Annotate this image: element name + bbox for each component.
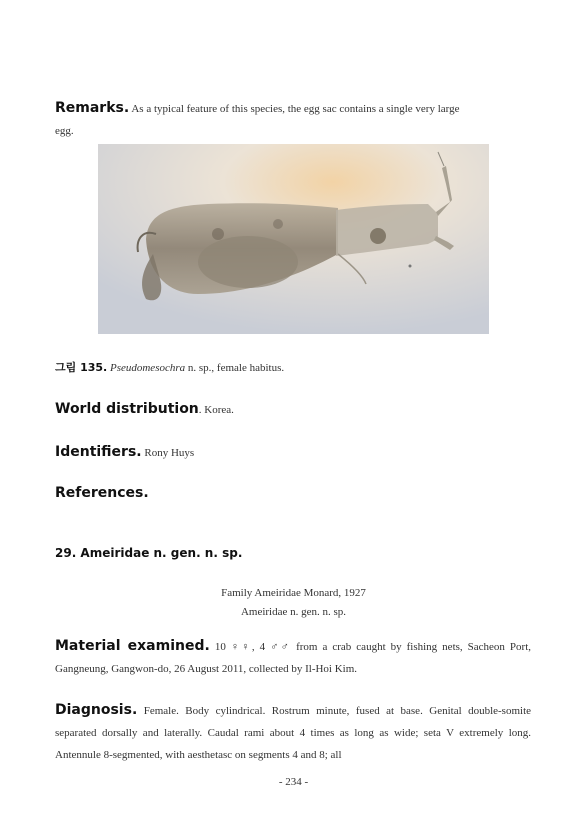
identifiers-text: Rony Huys [144,447,195,459]
diagnosis-paragraph [55,699,531,766]
remarks-paragraph [55,97,531,142]
material-heading: Material examined. [55,638,210,654]
identifiers-heading: Identifiers. [55,444,142,460]
material-paragraph [55,635,531,680]
figure-genus: Pseudomesochra [109,362,186,374]
world-distribution-paragraph [55,398,531,421]
remarks-text-line1: As a typical feature of this species, the egg sac contains a single very large [131,103,460,115]
species-line: Ameiridae n. gen. n. sp. [240,606,347,618]
figure-caption [55,359,284,375]
material-text: 10 ♀♀, 4 ♂♂ from a crab caught by fishing nets, Sacheon Port, Gangneung, Gangwon-do, 26 August 2011, collected by Il-Hoi Kim. [55,641,532,675]
section-title: 29. Ameiridae n. gen. n. sp. [55,546,243,560]
references-heading: References. [55,485,149,501]
references-paragraph [55,482,531,505]
family-line: Family Ameiridae Monard, 1927 [221,587,366,599]
world-distribution-heading: World distribution [55,401,199,417]
specimen-photo [98,144,489,334]
page-number: - 234 - [278,776,309,788]
world-distribution-text: . Korea. [198,404,234,416]
figure-caption-rest: n. sp., female habitus. [187,362,285,374]
remarks-text-line2: egg. [55,125,74,137]
diagnosis-heading: Diagnosis. [55,702,138,718]
diagnosis-text: Female. Body cylindrical. Rostrum minute, fused at base. Genital double-somite separated dorsally and laterally. Caudal rami about 4 times as long as wide; seta V extremely long. Antennule 8-segmented, with aesthetasc on segments 4 and 8; all [55,705,532,761]
remarks-heading: Remarks. [55,100,130,116]
figure-label: 그림 135. [55,361,108,374]
identifiers-paragraph [55,441,531,464]
